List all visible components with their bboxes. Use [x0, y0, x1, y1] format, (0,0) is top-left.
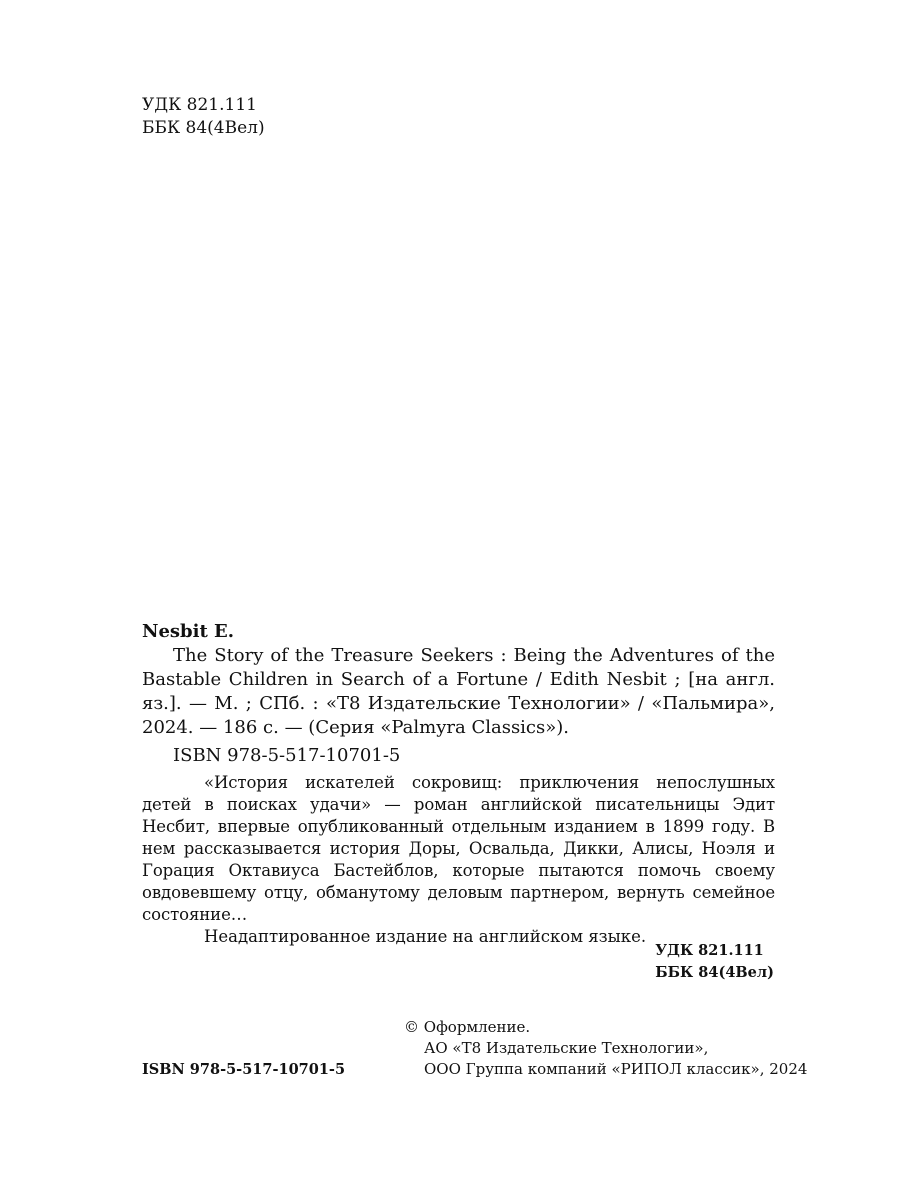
- udk-code: УДК 821.111: [142, 95, 257, 115]
- copyright-line-2: АО «Т8 Издательские Технологии»,: [424, 1039, 709, 1057]
- title-description: The Story of the Treasure Seekers : Being the Adventures of the Bastable Children in Search of a Fortune / Edith Nesbit ; [на англ. яз.]. — М. ; СПб. : «Т8 Издательские Технологии» / «Пальмира», 2024. — 186 с. — (Серия «Palmyra Classics»).: [142, 645, 775, 738]
- bbk-code-bottom: ББК 84(4Вел): [655, 964, 774, 981]
- edition-note: Неадаптированное издание на английском языке.: [204, 927, 647, 946]
- isbn-footer: ISBN 978-5-517-10701-5: [142, 1061, 346, 1078]
- udk-code-bottom: УДК 821.111: [655, 942, 764, 959]
- bbk-code: ББК 84(4Вел): [142, 118, 265, 138]
- copyright-line-3: ООО Группа компаний «РИПОЛ классик», 2024: [424, 1060, 808, 1078]
- author-heading: Nesbit E.: [142, 621, 235, 642]
- copyright-line-1: © Оформление.: [404, 1018, 531, 1036]
- bottom-classification: [655, 940, 774, 984]
- annotation-paragraph: «История искателей сокровищ: приключения непослушных детей в поисках удачи» — роман английской писательницы Эдит Несбит, впервые опубликованный отдельным изданием в 1899 году. В нем рассказывается история Доры, Освальда, Дикки, Алисы, Ноэля и Горация Октавиуса Бастейблов, которые пытаются помочь своему овдовевшему отцу, обманутому деловым партнером, вернуть семейное состояние…: [142, 773, 775, 924]
- bibliographic-record: [142, 620, 775, 948]
- top-classification: [142, 94, 265, 140]
- copyright-block: [404, 1017, 808, 1080]
- isbn-line: ISBN 978-5-517-10701-5: [173, 745, 401, 766]
